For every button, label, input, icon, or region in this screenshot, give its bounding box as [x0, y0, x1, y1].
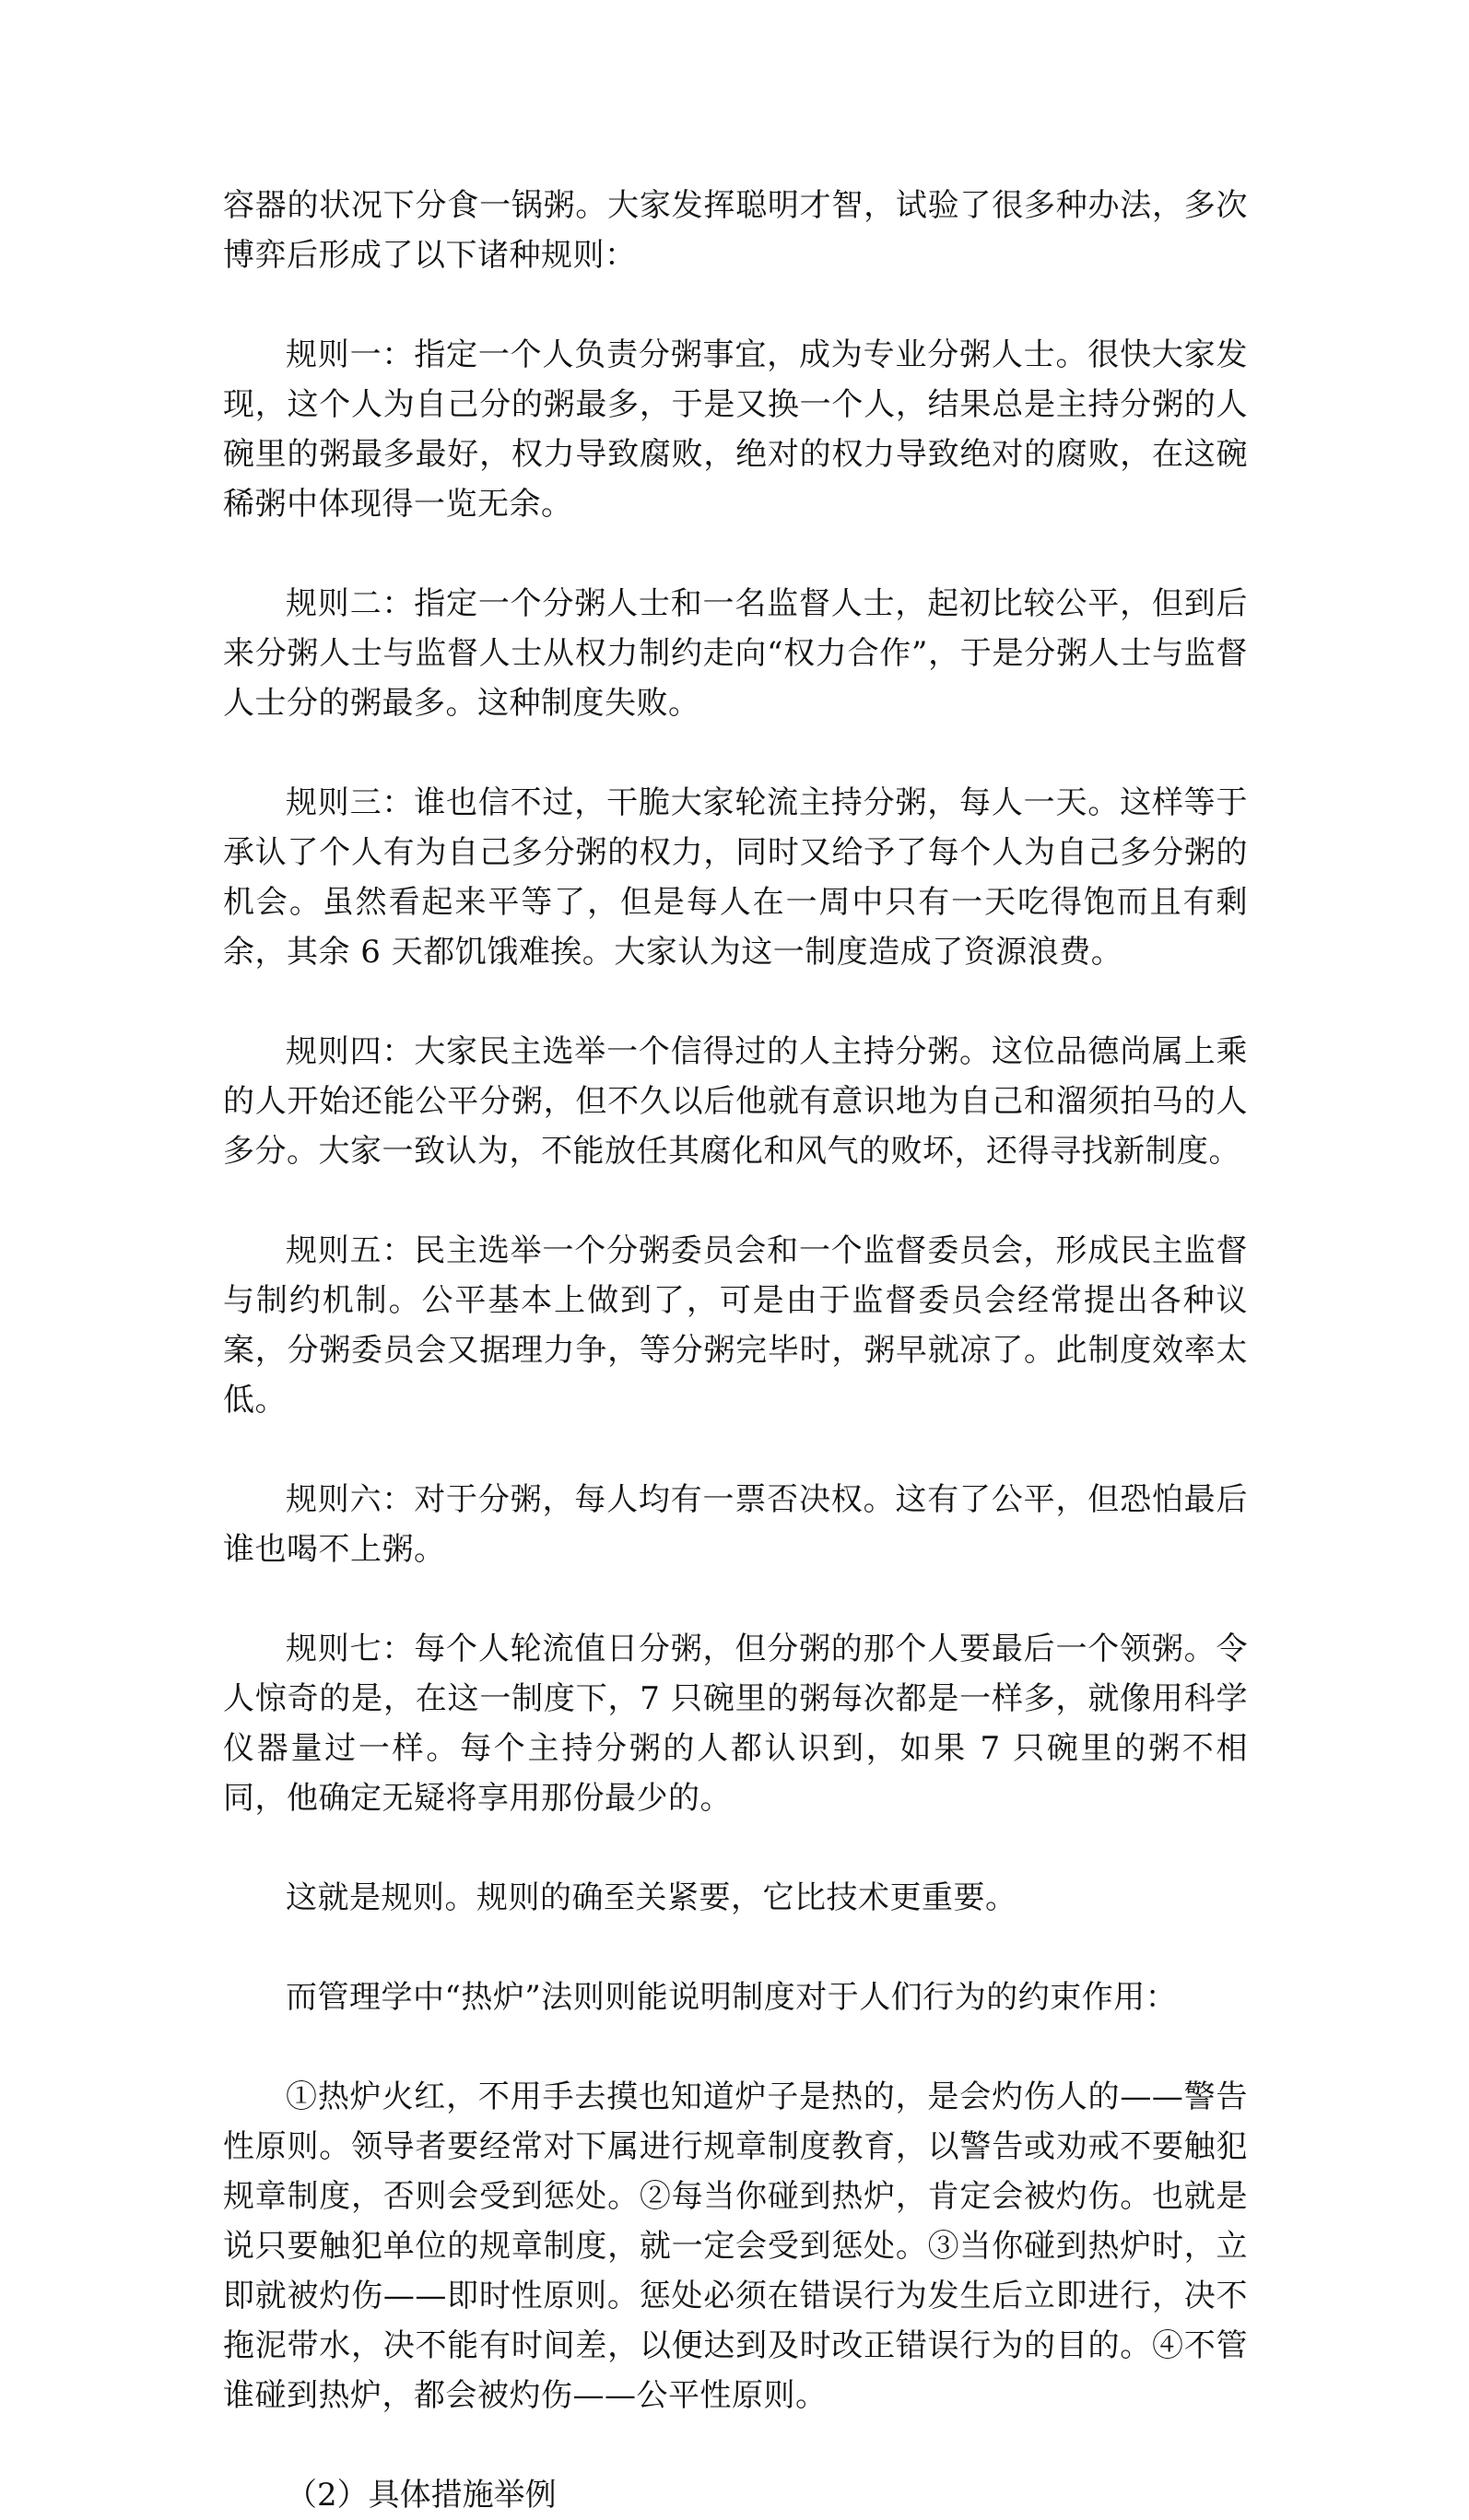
paragraph-hot-stove-intro: 而管理学中“热炉”法则则能说明制度对于人们行为的约束作用：	[286, 1979, 1178, 2016]
paragraph-intro: 容器的状况下分食一锅粥。大家发挥聪明才智，试验了很多种办法，多次博弈后形成了以下诸种规则：	[223, 187, 1248, 274]
paragraph-rule-3: 规则三：谁也信不过，干脆大家轮流主持分粥，每人一天。这样等于承认了个人有为自己多分粥的权力，同时又给予了每个人为自己多分粥的机会。虽然看起来平等了，但是每人在一周中只有一天吃得饱而且有剩余，其余 6 天都饥饿难挨。大家认为这一制度造成了资源浪费。	[223, 784, 1248, 971]
document-page	[223, 181, 1248, 2520]
paragraph-rule-6: 规则六：对于分粥，每人均有一票否决权。这有了公平，但恐怕最后谁也喝不上粥。	[223, 1481, 1248, 1568]
paragraph-rule-1: 规则一：指定一个人负责分粥事宜，成为专业分粥人士。很快大家发现，这个人为自己分的粥最多，于是又换一个人，结果总是主持分粥的人碗里的粥最多最好，权力导致腐败，绝对的权力导致绝对的腐败，在这碗稀粥中体现得一览无余。	[223, 336, 1248, 523]
paragraph-rule-2: 规则二：指定一个分粥人士和一名监督人士，起初比较公平，但到后来分粥人士与监督人士从权力制约走向“权力合作”，于是分粥人士与监督人士分的粥最多。这种制度失败。	[223, 585, 1248, 722]
paragraph-conclusion: 这就是规则。规则的确至关紧要，它比技术更重要。	[286, 1879, 1017, 1916]
paragraph-rule-7: 规则七：每个人轮流值日分粥，但分粥的那个人要最后一个领粥。令人惊奇的是，在这一制度下，7 只碗里的粥每次都是一样多，就像用科学仪器量过一样。每个主持分粥的人都认识到，如果 7 只碗里的粥不相同，他确定无疑将享用那份最少的。	[223, 1631, 1248, 1817]
paragraph-hot-stove-rules: ①热炉火红，不用手去摸也知道炉子是热的，是会灼伤人的——警告性原则。领导者要经常对下属进行规章制度教育，以警告或劝戒不要触犯规章制度，否则会受到惩处。②每当你碰到热炉，肯定会被灼伤。也就是说只要触犯单位的规章制度，就一定会受到惩处。③当你碰到热炉时，立即就被灼伤——即时性原则。惩处必须在错误行为发生后立即进行，决不拖泥带水，决不能有时间差，以便达到及时改正错误行为的目的。④不管谁碰到热炉，都会被灼伤——公平性原则。	[223, 2078, 1248, 2414]
section-subheading: （2）具体措施举例	[286, 2477, 557, 2514]
paragraph-rule-5: 规则五：民主选举一个分粥委员会和一个监督委员会，形成民主监督与制约机制。公平基本上做到了，可是由于监督委员会经常提出各种议案，分粥委员会又据理力争，等分粥完毕时，粥早就凉了。此制度效率太低。	[223, 1232, 1248, 1419]
paragraph-rule-4: 规则四：大家民主选举一个信得过的人主持分粥。这位品德尚属上乘的人开始还能公平分粥，但不久以后他就有意识地为自己和溜须拍马的人多分。大家一致认为，不能放任其腐化和风气的败坏，还得寻找新制度。	[223, 1033, 1248, 1170]
